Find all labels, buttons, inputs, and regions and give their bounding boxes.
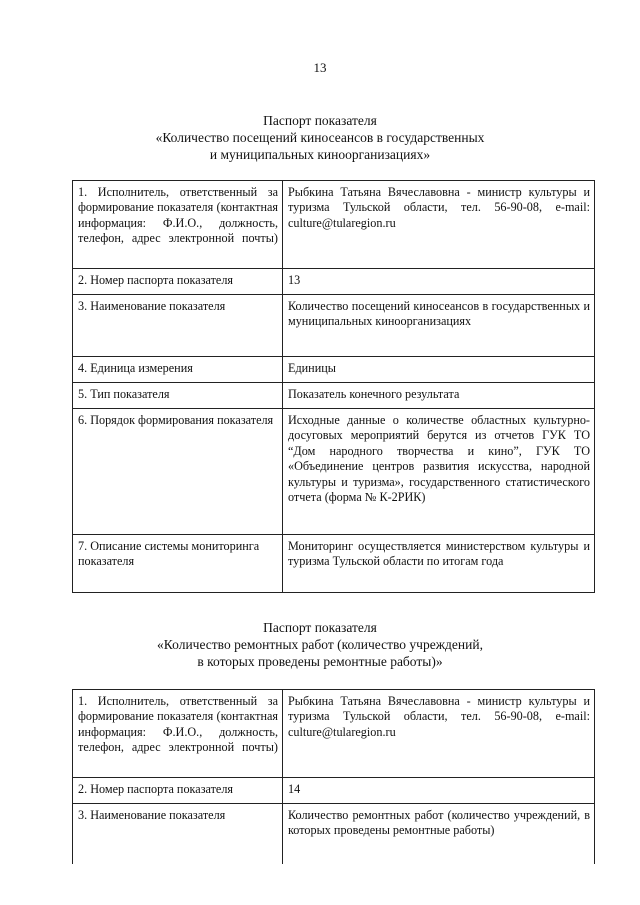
table-row xyxy=(73,690,595,778)
row-value: 13 xyxy=(283,269,595,295)
passport-title-line: и муниципальных киноорганизациях» xyxy=(209,147,431,162)
row-label: 4. Единица измерения xyxy=(73,357,283,383)
row-label: 2. Номер паспорта показателя xyxy=(73,778,283,804)
row-label: 1. Исполнитель, ответственный за формирование показателя (контактная информация: Ф.И.О., должность, телефон, адрес электронной почты) xyxy=(73,690,283,778)
passport-title-1 xyxy=(0,112,640,163)
row-value: Мониторинг осуществляется министерством культуры и туризма Тульской области по итогам года xyxy=(283,535,595,593)
row-value: Единицы xyxy=(283,357,595,383)
row-value: Рыбкина Татьяна Вячеславовна - министр культуры и туризма Тульской области, тел. 56-90-08, e-mail: culture@tularegion.ru xyxy=(283,181,595,269)
row-label: 7. Описание системы мониторинга показателя xyxy=(73,535,283,593)
passport-title-2 xyxy=(0,619,640,670)
row-label: 3. Наименование показателя xyxy=(73,804,283,864)
table-row xyxy=(73,778,595,804)
table-row xyxy=(73,409,595,535)
passport-title-line: «Количество ремонтных работ (количество учреждений, xyxy=(157,637,483,652)
row-value: 14 xyxy=(283,778,595,804)
passport-table-2 xyxy=(72,689,595,864)
table-row xyxy=(73,535,595,593)
row-label: 6. Порядок формирования показателя xyxy=(73,409,283,535)
row-value: Показатель конечного результата xyxy=(283,383,595,409)
table-row xyxy=(73,804,595,864)
row-value: Количество посещений киносеансов в государственных и муниципальных киноорганизациях xyxy=(283,295,595,357)
passport-title-line: Паспорт показателя xyxy=(263,113,377,128)
row-label: 5. Тип показателя xyxy=(73,383,283,409)
row-value: Рыбкина Татьяна Вячеславовна - министр культуры и туризма Тульской области, тел. 56-90-08, e-mail: culture@tularegion.ru xyxy=(283,690,595,778)
table-row xyxy=(73,295,595,357)
passport-title-line: в которых проведены ремонтные работы)» xyxy=(197,654,443,669)
row-label: 1. Исполнитель, ответственный за формирование показателя (контактная информация: Ф.И.О., должность, телефон, адрес электронной почты) xyxy=(73,181,283,269)
page-number: 13 xyxy=(313,60,327,75)
passport-title-line: «Количество посещений киносеансов в государственных xyxy=(155,130,485,145)
passport-table-1 xyxy=(72,180,595,593)
table-row xyxy=(73,383,595,409)
table-row xyxy=(73,181,595,269)
row-label: 3. Наименование показателя xyxy=(73,295,283,357)
table-row xyxy=(73,357,595,383)
row-value: Исходные данные о количестве областных культурно-досуговых мероприятий берутся из отчетов ГУК ТО “Дом народного творчества и кино”, ГУК ТО «Объединение центров развития искусства, народной культуры и туризма», государственного статистического отчета (форма № К-2РИК) xyxy=(283,409,595,535)
row-value: Количество ремонтных работ (количество учреждений, в которых проведены ремонтные работы) xyxy=(283,804,595,864)
row-label: 2. Номер паспорта показателя xyxy=(73,269,283,295)
table-row xyxy=(73,269,595,295)
passport-title-line: Паспорт показателя xyxy=(263,620,377,635)
